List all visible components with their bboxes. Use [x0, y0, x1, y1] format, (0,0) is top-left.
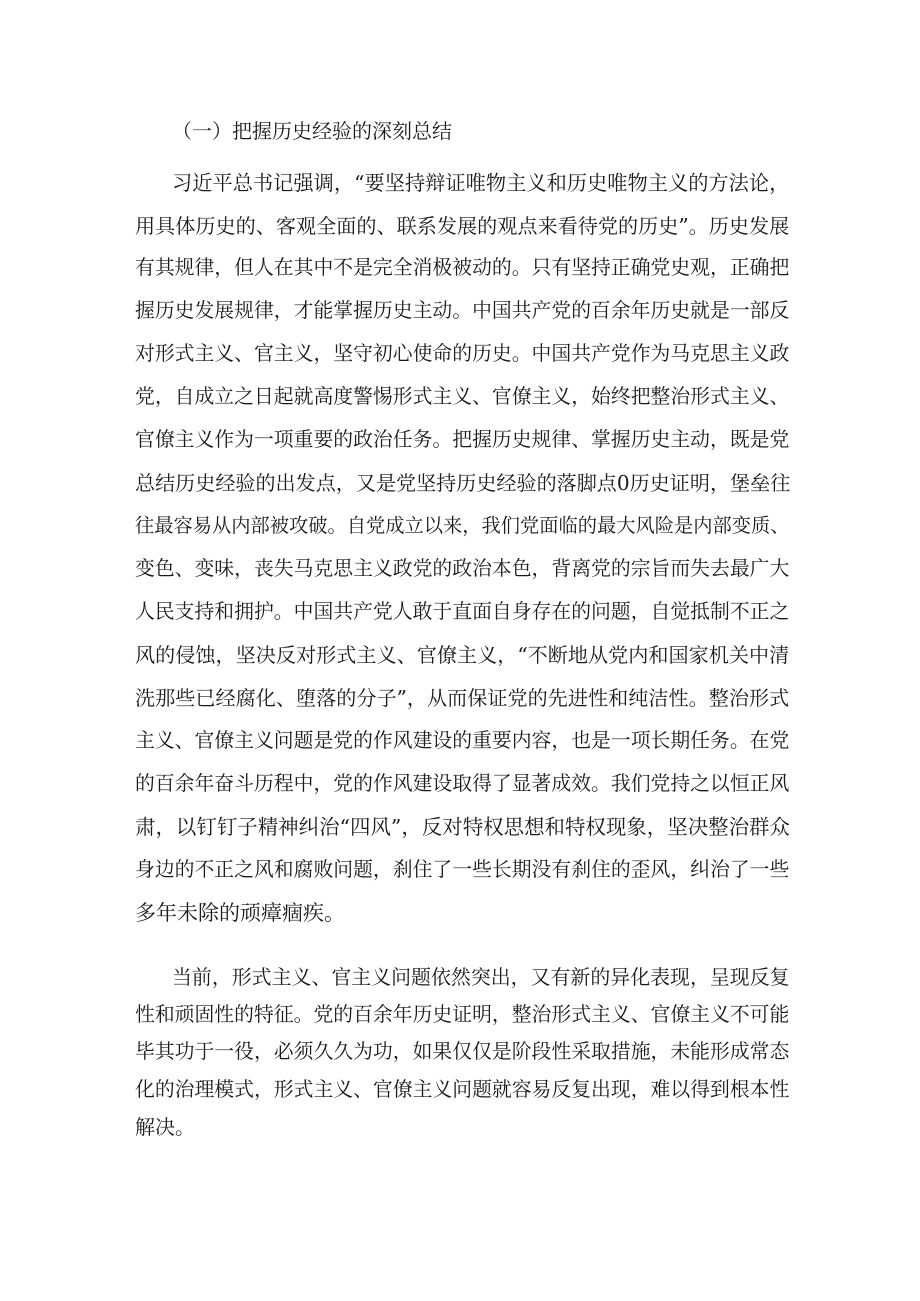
paragraph-1-line: 对形式主义、官主义，坚守初心使命的历史。中国共产党作为马克思主义政 — [135, 342, 790, 365]
paragraph-2-line: 性和顽固性的特征。党的百余年历史证明，整治形式主义、官僚主义不可能 — [135, 1003, 790, 1026]
paragraph-1-line: 往最容易从内部被攻破。自党成立以来，我们党面临的最大风险是内部变质、 — [135, 514, 790, 537]
section-heading: （一）把握历史经验的深刻总结 — [172, 119, 452, 143]
paragraph-1-line: 变色、变味，丧失马克思主义政党的政治本色，背离党的宗旨而失去最广大 — [135, 557, 790, 580]
paragraph-2-line: 毕其功于一役，必须久久为功，如果仅仅是阶段性采取措施，未能形成常态 — [135, 1040, 790, 1063]
paragraph-2-line: 当前，形式主义、官主义问题依然突出，又有新的异化表现，呈现反复 — [172, 966, 790, 989]
paragraph-1-line: 身边的不正之风和腐败问题，刹住了一些长期没有刹住的歪风，纠治了一些 — [135, 858, 790, 881]
paragraph-1-line: 官僚主义作为一项重要的政治任务。把握历史规律、掌握历史主动，既是党 — [135, 428, 790, 451]
paragraph-1-line: 党，自成立之日起就高度警惕形式主义、官僚主义，始终把整治形式主义、 — [135, 385, 790, 408]
paragraph-1-line: 握历史发展规律，才能掌握历史主动。中国共产党的百余年历史就是一部反 — [135, 299, 790, 322]
paragraph-1-line: 洗那些已经腐化、堕落的分子”，从而保证党的先进性和纯洁性。整治形式 — [135, 686, 790, 710]
paragraph-1-line: 风的侵蚀，坚决反对形式主义、官僚主义，“不断地从党内和国家机关中清 — [135, 643, 790, 667]
paragraph-1-line: 主义、官僚主义问题是党的作风建设的重要内容，也是一项长期任务。在党 — [135, 729, 790, 752]
paragraph-1-line: 总结历史经验的出发点，又是党坚持历史经验的落脚点0历史证明，堡垒往 — [135, 471, 791, 495]
paragraph-1-line: 肃，以钉钉子精神纠治“四风”，反对特权思想和特权现象，坚决整治群众 — [135, 815, 790, 839]
paragraph-1-line: 有其规律，但人在其中不是完全消极被动的。只有坚持正确党史观，正确把 — [135, 256, 790, 279]
paragraph-2-line: 解决。 — [135, 1115, 195, 1139]
paragraph-1-line: 人民支持和拥护。中国共产党人敢于直面自身存在的问题，自觉抵制不正之 — [135, 600, 790, 623]
paragraph-2-line: 化的治理模式，形式主义、官僚主义问题就容易反复出现，难以得到根本性 — [135, 1078, 790, 1101]
paragraph-1-line: 的百余年奋斗历程中，党的作风建设取得了显著成效。我们党持之以恒正风 — [135, 772, 790, 795]
paragraph-1-line: 习近平总书记强调，“要坚持辩证唯物主义和历史唯物主义的方法论， — [172, 171, 790, 195]
paragraph-1-line: 多年未除的顽瘴痼疾。 — [135, 901, 345, 925]
paragraph-1-line: 用具体历史的、客观全面的、联系发展的观点来看待党的历史”。历史发展 — [135, 214, 790, 238]
